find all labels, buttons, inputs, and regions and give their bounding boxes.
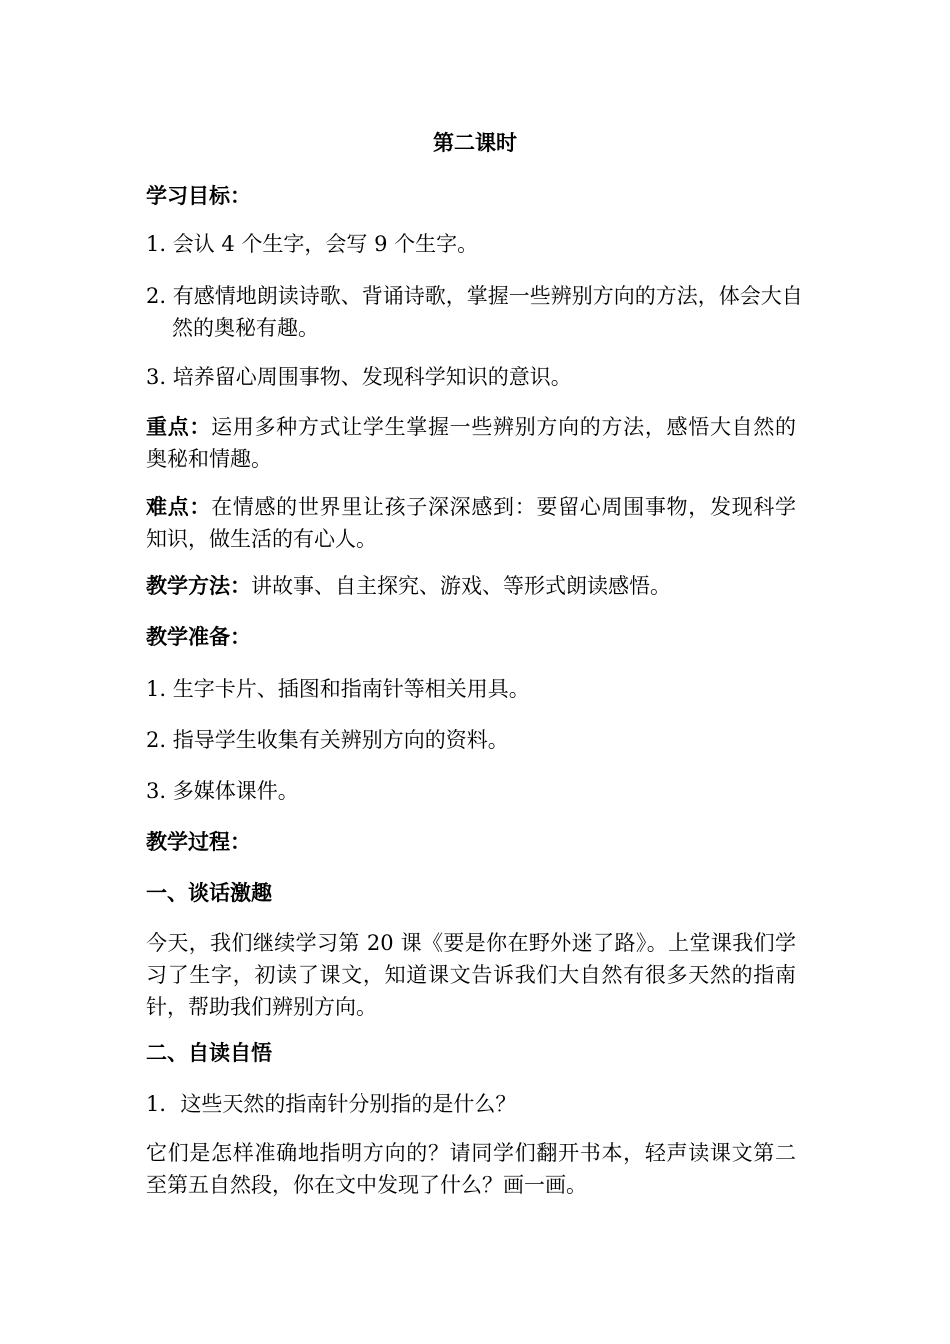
difficulty-text: 在情感的世界里让孩子深深感到：要留心周围事物，发现科学知识，做生活的有心人。 — [146, 495, 797, 551]
preparation-item-3: 3. 多媒体课件。 — [146, 779, 299, 803]
key-point-label: 重点： — [146, 415, 212, 439]
method-label: 教学方法： — [146, 574, 251, 598]
process-heading: 教学过程： — [146, 830, 251, 854]
section2-heading: 二、自读自悟 — [146, 1041, 272, 1065]
difficulty-label: 难点： — [146, 495, 212, 519]
difficulty-paragraph — [146, 491, 796, 555]
key-point-text: 运用多种方式让学生掌握一些辨别方向的方法，感悟大自然的奥秘和情趣。 — [146, 415, 797, 471]
section2-question: 1．这些天然的指南针分别指的是什么？ — [146, 1092, 517, 1116]
goal-item-3: 3. 培养留心周围事物、发现科学知识的意识。 — [146, 365, 572, 389]
section1-paragraph: 今天，我们继续学习第 20 课《要是你在野外迷了路》。上堂课我们学习了生字，初读了课文，知道课文告诉我们大自然有很多天然的指南针，帮助我们辨别方向。 — [146, 931, 796, 1019]
lesson-title: 第二课时 — [433, 131, 517, 155]
goal-item-2: 2. 有感情地朗读诗歌、背诵诗歌，掌握一些辨别方向的方法，体会大自然的奥秘有趣。 — [146, 284, 803, 340]
goals-heading: 学习目标： — [146, 184, 251, 208]
key-point-paragraph — [146, 411, 796, 475]
goal-item-1: 1. 会认 4 个生字，会写 9 个生字。 — [146, 232, 479, 256]
preparation-item-1: 1. 生字卡片、插图和指南针等相关用具。 — [146, 677, 530, 701]
section2-paragraph: 它们是怎样准确地指明方向的？请同学们翻开书本，轻声读课文第二至第五自然段，你在文中发现了什么？画一画。 — [146, 1141, 796, 1197]
method-paragraph — [146, 570, 796, 602]
method-text: 讲故事、自主探究、游戏、等形式朗读感悟。 — [251, 574, 671, 598]
section1-heading: 一、谈话激趣 — [146, 881, 272, 905]
preparation-item-2: 2. 指导学生收集有关辨别方向的资料。 — [146, 728, 509, 752]
preparation-heading: 教学准备： — [146, 625, 251, 649]
